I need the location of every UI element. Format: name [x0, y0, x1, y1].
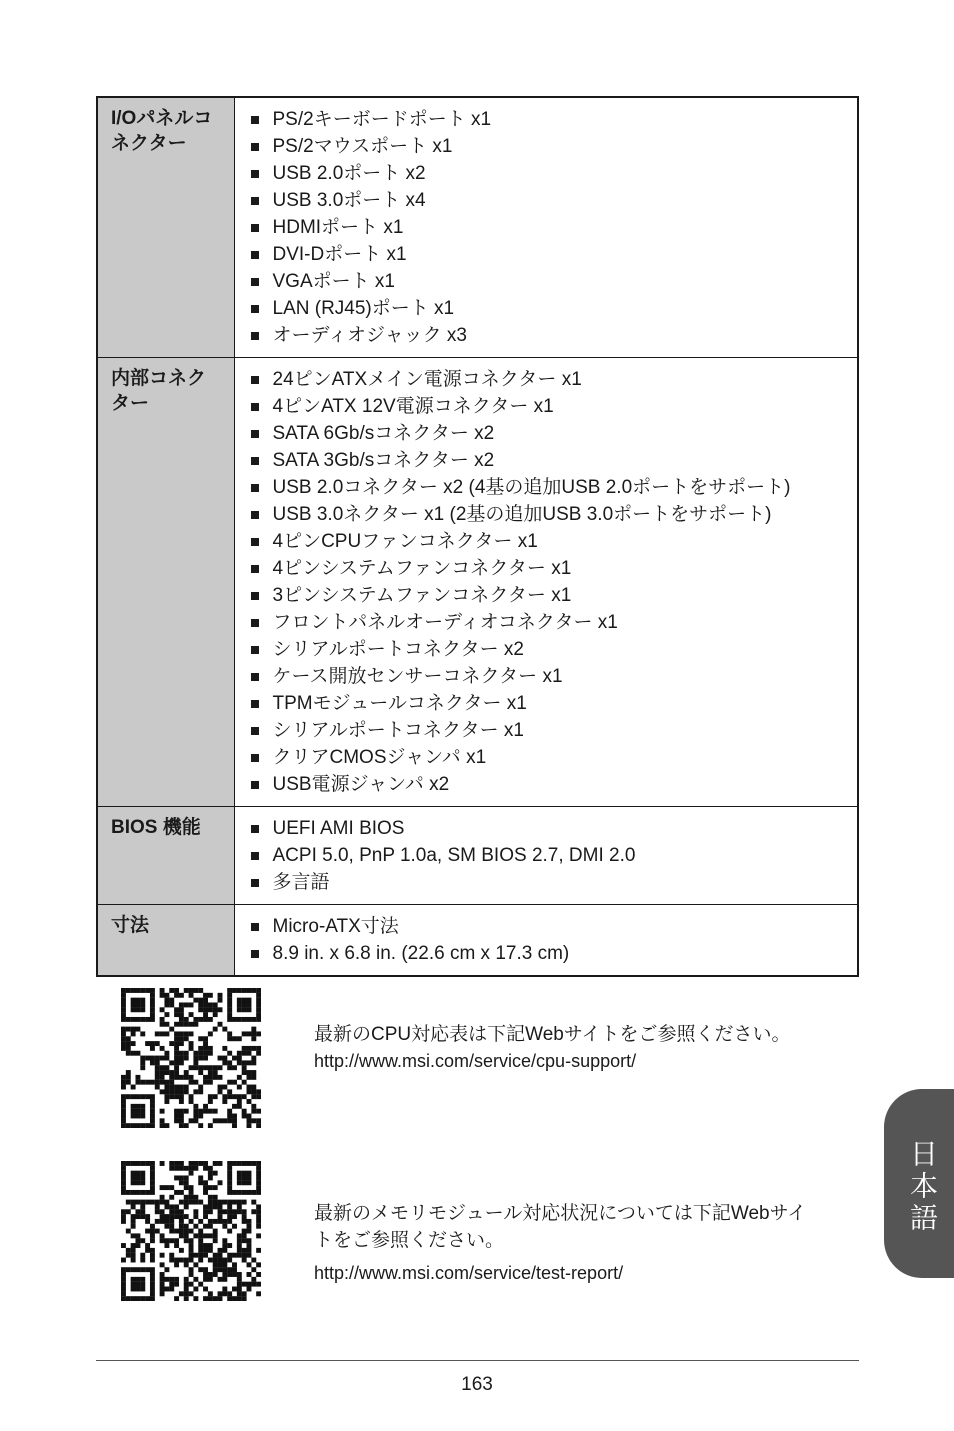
row-label: 寸法	[97, 905, 234, 977]
list-item: PS/2マウスポート x1	[249, 133, 848, 160]
row-label: BIOS 機能	[97, 807, 234, 905]
list-item: 4ピンシステムファンコネクター x1	[249, 555, 848, 582]
language-tab	[884, 1089, 954, 1278]
list-item: PS/2キーボードポート x1	[249, 106, 848, 133]
list-item: ACPI 5.0, PnP 1.0a, SM BIOS 2.7, DMI 2.0	[249, 842, 848, 869]
list-item: 多言語	[249, 869, 848, 896]
list-item: オーディオジャック x3	[249, 322, 848, 349]
spec-list	[249, 366, 848, 798]
qr-code-icon	[121, 988, 261, 1128]
row-label: I/Oパネルコネクター	[97, 97, 234, 358]
list-item: USB電源ジャンパ x2	[249, 771, 848, 798]
list-item: SATA 3Gb/sコネクター x2	[249, 447, 848, 474]
page-number: 163	[461, 1374, 493, 1395]
cpu-support-note	[314, 1021, 791, 1075]
list-item: DVI-Dポート x1	[249, 241, 848, 268]
cpu-support-text: 最新のCPU対応表は下記Webサイトをご参照ください。	[314, 1024, 791, 1045]
list-item: USB 3.0ポート x4	[249, 187, 848, 214]
list-item: シリアルポートコネクター x2	[249, 636, 848, 663]
spec-row-bios	[97, 807, 858, 905]
list-item: 3ピンシステムファンコネクター x1	[249, 582, 848, 609]
memory-support-link[interactable]: http://www.msi.com/service/test-report/	[314, 1263, 624, 1283]
list-item: USB 2.0ポート x2	[249, 160, 848, 187]
list-item: 4ピンATX 12V電源コネクター x1	[249, 393, 848, 420]
list-item: VGAポート x1	[249, 268, 848, 295]
footer-divider	[96, 1360, 859, 1361]
memory-support-note	[314, 1200, 806, 1287]
list-item: HDMIポート x1	[249, 214, 848, 241]
spec-row-io	[97, 97, 858, 358]
row-label: 内部コネクター	[97, 358, 234, 807]
list-item: フロントパネルオーディオコネクター x1	[249, 609, 848, 636]
list-item: クリアCMOSジャンパ x1	[249, 744, 848, 771]
list-item: LAN (RJ45)ポート x1	[249, 295, 848, 322]
memory-support-text-line1: 最新のメモリモジュール対応状況については下記Webサイ	[314, 1203, 807, 1224]
list-item: ケース開放センサーコネクター x1	[249, 663, 848, 690]
spec-table	[96, 96, 859, 977]
spec-list	[249, 106, 848, 349]
spec-list	[249, 913, 848, 967]
spec-row-internal	[97, 358, 858, 807]
list-item: USB 2.0コネクター x2 (4基の追加USB 2.0ポートをサポート)	[249, 474, 848, 501]
list-item: 24ピンATXメイン電源コネクター x1	[249, 366, 848, 393]
list-item: TPMモジュールコネクター x1	[249, 690, 848, 717]
qr-code-icon	[121, 1161, 261, 1301]
list-item: シリアルポートコネクター x1	[249, 717, 848, 744]
spec-list	[249, 815, 848, 896]
list-item: USB 3.0ネクター x1 (2基の追加USB 3.0ポートをサポート)	[249, 501, 848, 528]
list-item: 4ピンCPUファンコネクター x1	[249, 528, 848, 555]
memory-support-text-line2: トをご参照ください。	[314, 1230, 505, 1251]
spec-row-dimensions	[97, 905, 858, 977]
list-item: 8.9 in. x 6.8 in. (22.6 cm x 17.3 cm)	[249, 940, 848, 967]
list-item: UEFI AMI BIOS	[249, 815, 848, 842]
list-item: SATA 6Gb/sコネクター x2	[249, 420, 848, 447]
list-item: Micro-ATX寸法	[249, 913, 848, 940]
language-tab-label: 日本語	[907, 1139, 938, 1235]
cpu-support-link[interactable]: http://www.msi.com/service/cpu-support/	[314, 1051, 637, 1071]
